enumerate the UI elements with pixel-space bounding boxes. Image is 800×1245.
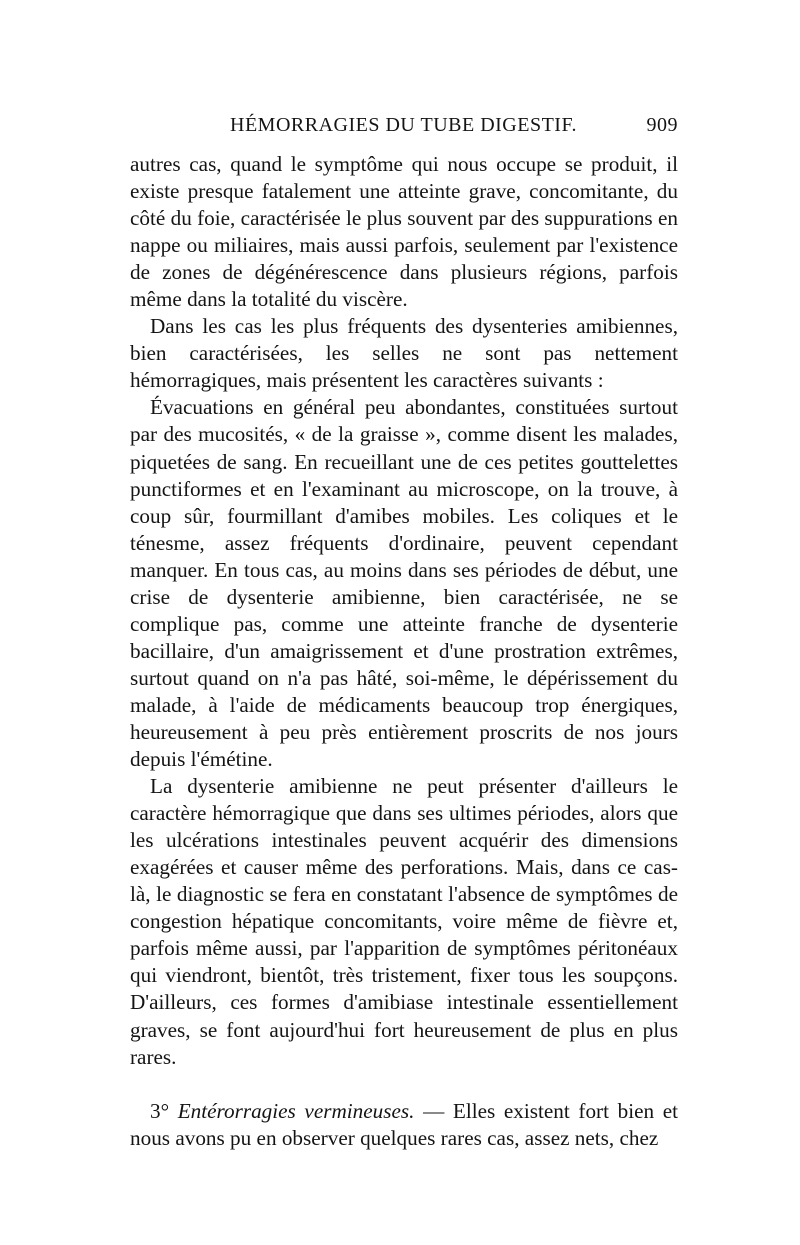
paragraph: Évacuations en général peu abondantes, constituées surtout par des mucosités, « de la graisse », comme disent les malades, piquetées de sang. En recueillant une de ces petites gouttelettes punctiformes et en l'examinant au microscope, on la trouve, à coup sûr, fourmillant d'amibes mobiles. Les coliques et le ténesme, assez fréquents d'ordinaire, peuvent cependant manquer. En tous cas, au moins dans ses périodes de début, une crise de dysenterie amibienne, bien caractérisée, ne se complique pas, comme une atteinte franche de dysenterie bacillaire, d'un amaigrissement et d'une prostration extrêmes, surtout quand on n'a pas hâté, soi-même, le dépérissement du malade, à l'aide de médicaments beaucoup trop énergiques, heureusement à peu près entièrement proscrits de nos jours depuis l'émétine. — [130, 395, 678, 772]
running-header — [130, 114, 678, 144]
paragraph: autres cas, quand le symptôme qui nous occupe se produit, il existe presque fatalement une atteinte grave, concomitante, du côté du foie, caractérisée le plus souvent par des suppurations en nappe ou miliaires, mais aussi parfois, seulement par l'existence de zones de dégénérescence dans plusieurs régions, parfois même dans la totalité du viscère. — [130, 152, 678, 312]
paragraph: Dans les cas les plus fréquents des dysenteries amibiennes, bien caractérisées, les selles ne sont pas nettement hémorragiques, mais présentent les caractères suivants : — [130, 314, 678, 393]
running-title: HÉMORRAGIES DU TUBE DIGESTIF. — [230, 114, 577, 136]
body-text — [130, 151, 678, 1152]
section-heading: Entérorragies vermineuses. — [177, 1098, 415, 1123]
section-dash: — — [414, 1098, 453, 1123]
page-number: 909 — [646, 114, 678, 136]
section-text: Elles existent fort bien et nous avons pu en observer quelques rares cas, assez nets, chez — [130, 1098, 679, 1150]
section-paragraph — [130, 1098, 678, 1152]
paragraph: La dysenterie amibienne ne peut présenter d'ailleurs le caractère hémorragique que dans ses ultimes périodes, alors que les ulcérations intestinales peuvent acquérir des dimensions exagérées et causer même des perforations. Mais, dans ce cas-là, le diagnostic se fera en constatant l'absence de symptômes de congestion hépatique concomitants, voire même de fièvre et, parfois même aussi, par l'apparition de symptômes péritonéaux qui viendront, bientôt, très tristement, fixer tous les soupçons. D'ailleurs, ces formes d'amibiase intestinale essentiellement graves, se font aujourd'hui fort heureusement de plus en plus rares. — [130, 774, 678, 1069]
section-number: 3° — [150, 1098, 170, 1123]
